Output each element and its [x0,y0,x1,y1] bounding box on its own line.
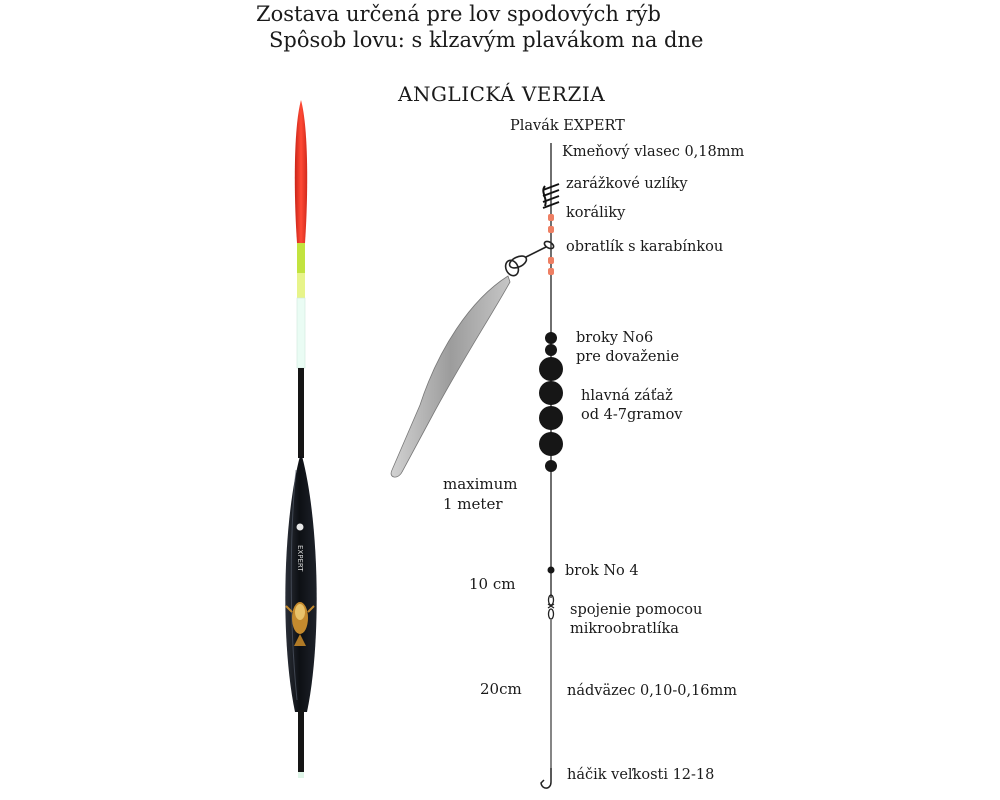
float-green-band [297,243,305,273]
small-waggler [391,276,510,477]
twenty-cm-label: 20cm [480,680,522,698]
float-keel [298,710,304,776]
header-line-2: Spôsob lovu: s klzavým plavákom na dne [269,28,704,52]
micro-swivel [548,595,554,619]
maximum-label-1: maximum [443,475,518,493]
stop-knots-label: zarážkové uzlíky [566,176,688,192]
main-weight-label-1: hlavná záťaž [581,388,673,404]
float-brand-text: EXPERT [296,545,304,572]
float-yellow-band [297,273,305,298]
maximum-label-2: 1 meter [443,495,503,513]
shot-no6 [545,344,557,356]
main-shot [539,406,563,430]
bead [548,268,554,275]
float-body [285,456,316,712]
shot-no6-label-1: broky No6 [576,330,654,346]
main-shot [539,432,563,456]
shot-no6-label-2: pre dovaženie [576,349,680,365]
float-mint-band [297,298,305,368]
joint-label-1: spojenie pomocou [570,602,703,618]
bead [548,226,554,233]
float-name-label: Plavák EXPERT [510,118,625,134]
float-stem [298,368,304,458]
main-line-label: Kmeňový vlasec 0,18mm [562,144,745,160]
float-end-tip [298,772,304,778]
bead [548,257,554,264]
float-red-tip [295,100,307,243]
hook-label: háčik veľkosti 12-18 [567,767,715,783]
shot-no6 [545,460,557,472]
ten-cm-label: 10 cm [469,575,516,593]
version-title: ANGLICKÁ VERZIA [398,82,606,106]
main-shot [539,381,563,405]
snap-swivel [503,240,555,278]
beads-label: koráliky [566,205,626,221]
main-shot [539,357,563,381]
shot-no4 [548,567,555,574]
shot-no6 [545,332,557,344]
waggler-float [285,100,316,778]
main-weight-label-2: od 4-7gramov [581,407,683,423]
hooklink-label: nádväzec 0,10-0,16mm [567,683,738,699]
header-line-1: Zostava určená pre lov spodových rýb [256,2,661,26]
shot-no4-label: brok No 4 [565,563,639,579]
joint-label-2: mikroobratlíka [570,621,679,637]
hook-icon [541,768,551,788]
bead [548,214,554,221]
swivel-label: obratlík s karabínkou [566,239,724,255]
